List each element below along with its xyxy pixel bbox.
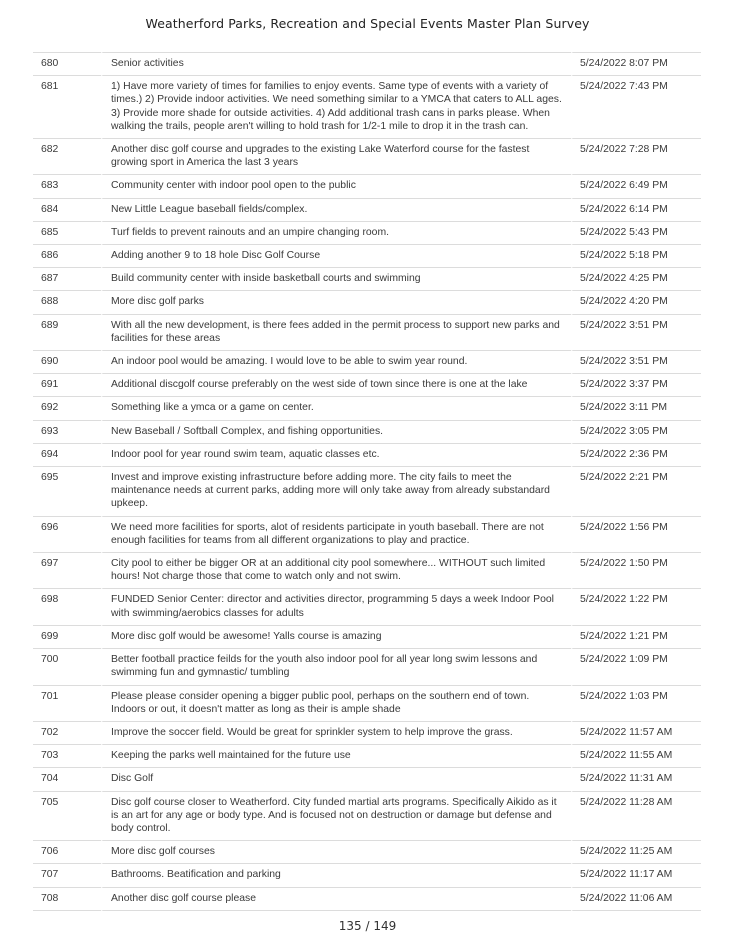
response-text-cell: Turf fields to prevent rainouts and an umpire changing room. (101, 221, 571, 244)
response-date-cell: 5/24/2022 1:22 PM (571, 588, 701, 624)
response-date-cell: 5/24/2022 6:14 PM (571, 198, 701, 221)
response-date-cell: 5/24/2022 3:05 PM (571, 420, 701, 443)
response-id-cell: 706 (33, 840, 101, 863)
response-text-cell: Improve the soccer field. Would be great for sprinkler system to help improve the grass. (101, 721, 571, 744)
response-text-cell: Another disc golf course and upgrades to the existing Lake Waterford course for the fastest growing sport in America the last 3 years (101, 138, 571, 174)
response-id-cell: 692 (33, 396, 101, 419)
response-text-cell: With all the new development, is there fees added in the permit process to support new parks and facilities for these areas (101, 314, 571, 350)
table-row (33, 396, 701, 419)
response-id-cell: 699 (33, 625, 101, 648)
table-row (33, 138, 701, 174)
response-date-cell: 5/24/2022 11:28 AM (571, 791, 701, 841)
responses-table (33, 52, 701, 911)
response-text-cell: Invest and improve existing infrastructure before adding more. The city fails to meet the maintenance needs at current parks, adding more will only take away from already substandard upkeep. (101, 466, 571, 516)
table-row (33, 648, 701, 684)
table-row (33, 52, 701, 75)
response-date-cell: 5/24/2022 7:28 PM (571, 138, 701, 174)
response-id-cell: 688 (33, 290, 101, 313)
response-text-cell: Indoor pool for year round swim team, aquatic classes etc. (101, 443, 571, 466)
table-row (33, 552, 701, 588)
response-id-cell: 689 (33, 314, 101, 350)
table-row (33, 791, 701, 841)
response-id-cell: 700 (33, 648, 101, 684)
response-date-cell: 5/24/2022 1:03 PM (571, 685, 701, 721)
response-date-cell: 5/24/2022 11:57 AM (571, 721, 701, 744)
table-row (33, 443, 701, 466)
page-number: 135 / 149 (338, 919, 397, 933)
response-id-cell: 690 (33, 350, 101, 373)
response-date-cell: 5/24/2022 11:31 AM (571, 767, 701, 790)
response-id-cell: 681 (33, 75, 101, 138)
response-text-cell: Build community center with inside basketball courts and swimming (101, 267, 571, 290)
table-row (33, 373, 701, 396)
table-row (33, 244, 701, 267)
response-date-cell: 5/24/2022 4:25 PM (571, 267, 701, 290)
response-date-cell: 5/24/2022 7:43 PM (571, 75, 701, 138)
response-id-cell: 703 (33, 744, 101, 767)
response-text-cell: Disc golf course closer to Weatherford. City funded martial arts programs. Specifically Aikido as it is an art for any age or body type. And is focused not on destruction or damage but defense and body control. (101, 791, 571, 841)
document-title: Weatherford Parks, Recreation and Special Events Master Plan Survey (145, 16, 590, 31)
table-row (33, 174, 701, 197)
response-id-cell: 687 (33, 267, 101, 290)
response-text-cell: Something like a ymca or a game on center. (101, 396, 571, 419)
response-id-cell: 682 (33, 138, 101, 174)
responses-table-body (33, 52, 701, 911)
response-date-cell: 5/24/2022 1:56 PM (571, 516, 701, 552)
response-id-cell: 705 (33, 791, 101, 841)
table-row (33, 721, 701, 744)
response-text-cell: Adding another 9 to 18 hole Disc Golf Course (101, 244, 571, 267)
response-date-cell: 5/24/2022 2:21 PM (571, 466, 701, 516)
response-id-cell: 691 (33, 373, 101, 396)
response-id-cell: 685 (33, 221, 101, 244)
table-row (33, 466, 701, 516)
response-date-cell: 5/24/2022 4:20 PM (571, 290, 701, 313)
response-text-cell: More disc golf courses (101, 840, 571, 863)
response-text-cell: Senior activities (101, 52, 571, 75)
response-id-cell: 697 (33, 552, 101, 588)
response-text-cell: More disc golf would be awesome! Yalls course is amazing (101, 625, 571, 648)
response-id-cell: 683 (33, 174, 101, 197)
response-date-cell: 5/24/2022 3:51 PM (571, 314, 701, 350)
table-row (33, 350, 701, 373)
table-row (33, 314, 701, 350)
response-text-cell: New Little League baseball fields/complex. (101, 198, 571, 221)
table-row (33, 840, 701, 863)
response-text-cell: Keeping the parks well maintained for the future use (101, 744, 571, 767)
response-date-cell: 5/24/2022 3:37 PM (571, 373, 701, 396)
response-id-cell: 698 (33, 588, 101, 624)
table-row (33, 516, 701, 552)
response-id-cell: 684 (33, 198, 101, 221)
response-date-cell: 5/24/2022 1:21 PM (571, 625, 701, 648)
table-row (33, 625, 701, 648)
table-row (33, 290, 701, 313)
table-row (33, 198, 701, 221)
response-text-cell: More disc golf parks (101, 290, 571, 313)
table-row (33, 685, 701, 721)
response-id-cell: 707 (33, 863, 101, 886)
response-id-cell: 701 (33, 685, 101, 721)
response-text-cell: Additional discgolf course preferably on the west side of town since there is one at the lake (101, 373, 571, 396)
response-text-cell: An indoor pool would be amazing. I would love to be able to swim year round. (101, 350, 571, 373)
response-id-cell: 704 (33, 767, 101, 790)
response-text-cell: Disc Golf (101, 767, 571, 790)
response-text-cell: City pool to either be bigger OR at an additional city pool somewhere... WITHOUT such limited hours! Not charge those that come to watch only and not swim. (101, 552, 571, 588)
response-date-cell: 5/24/2022 6:49 PM (571, 174, 701, 197)
table-row (33, 863, 701, 886)
response-date-cell: 5/24/2022 8:07 PM (571, 52, 701, 75)
response-text-cell: FUNDED Senior Center: director and activities director, programming 5 days a week Indoor Pool with swimming/aerobics classes for adults (101, 588, 571, 624)
response-id-cell: 694 (33, 443, 101, 466)
response-date-cell: 5/24/2022 1:09 PM (571, 648, 701, 684)
response-text-cell: We need more facilities for sports, alot of residents participate in youth baseball. There are not enough facilities for teams from all different organizations to play and practice. (101, 516, 571, 552)
response-text-cell: Bathrooms. Beatification and parking (101, 863, 571, 886)
table-row (33, 767, 701, 790)
response-id-cell: 693 (33, 420, 101, 443)
response-date-cell: 5/24/2022 11:25 AM (571, 840, 701, 863)
response-date-cell: 5/24/2022 11:55 AM (571, 744, 701, 767)
table-row (33, 588, 701, 624)
response-date-cell: 5/24/2022 11:17 AM (571, 863, 701, 886)
response-date-cell: 5/24/2022 11:06 AM (571, 887, 701, 911)
table-row (33, 744, 701, 767)
response-text-cell: 1) Have more variety of times for families to enjoy events. Same type of events with a variety of times.) 2) Provide indoor activities. We need something similar to a YMCA that caters to ALL ages. 3) Provide more shade for outside activities. 4) Add additional trash cans in parks please. When walking the trails, people aren't willing to hold trash for 1/2-1 mile to drop it in the trash can. (101, 75, 571, 138)
response-text-cell: New Baseball / Softball Complex, and fishing opportunities. (101, 420, 571, 443)
response-text-cell: Please please consider opening a bigger public pool, perhaps on the southern end of town. Indoors or out, it doesn't matter as long as their is ample shade (101, 685, 571, 721)
table-row (33, 267, 701, 290)
table-row (33, 887, 701, 911)
response-id-cell: 696 (33, 516, 101, 552)
response-id-cell: 702 (33, 721, 101, 744)
response-id-cell: 695 (33, 466, 101, 516)
response-date-cell: 5/24/2022 5:43 PM (571, 221, 701, 244)
response-date-cell: 5/24/2022 3:51 PM (571, 350, 701, 373)
response-date-cell: 5/24/2022 5:18 PM (571, 244, 701, 267)
response-text-cell: Another disc golf course please (101, 887, 571, 911)
response-date-cell: 5/24/2022 2:36 PM (571, 443, 701, 466)
table-row (33, 75, 701, 138)
response-id-cell: 680 (33, 52, 101, 75)
response-date-cell: 5/24/2022 1:50 PM (571, 552, 701, 588)
response-id-cell: 686 (33, 244, 101, 267)
table-row (33, 420, 701, 443)
response-text-cell: Better football practice feilds for the youth also indoor pool for all year long swim lessons and swimming fun and gymnastic/ tumbling (101, 648, 571, 684)
response-date-cell: 5/24/2022 3:11 PM (571, 396, 701, 419)
response-text-cell: Community center with indoor pool open to the public (101, 174, 571, 197)
response-id-cell: 708 (33, 887, 101, 911)
table-row (33, 221, 701, 244)
